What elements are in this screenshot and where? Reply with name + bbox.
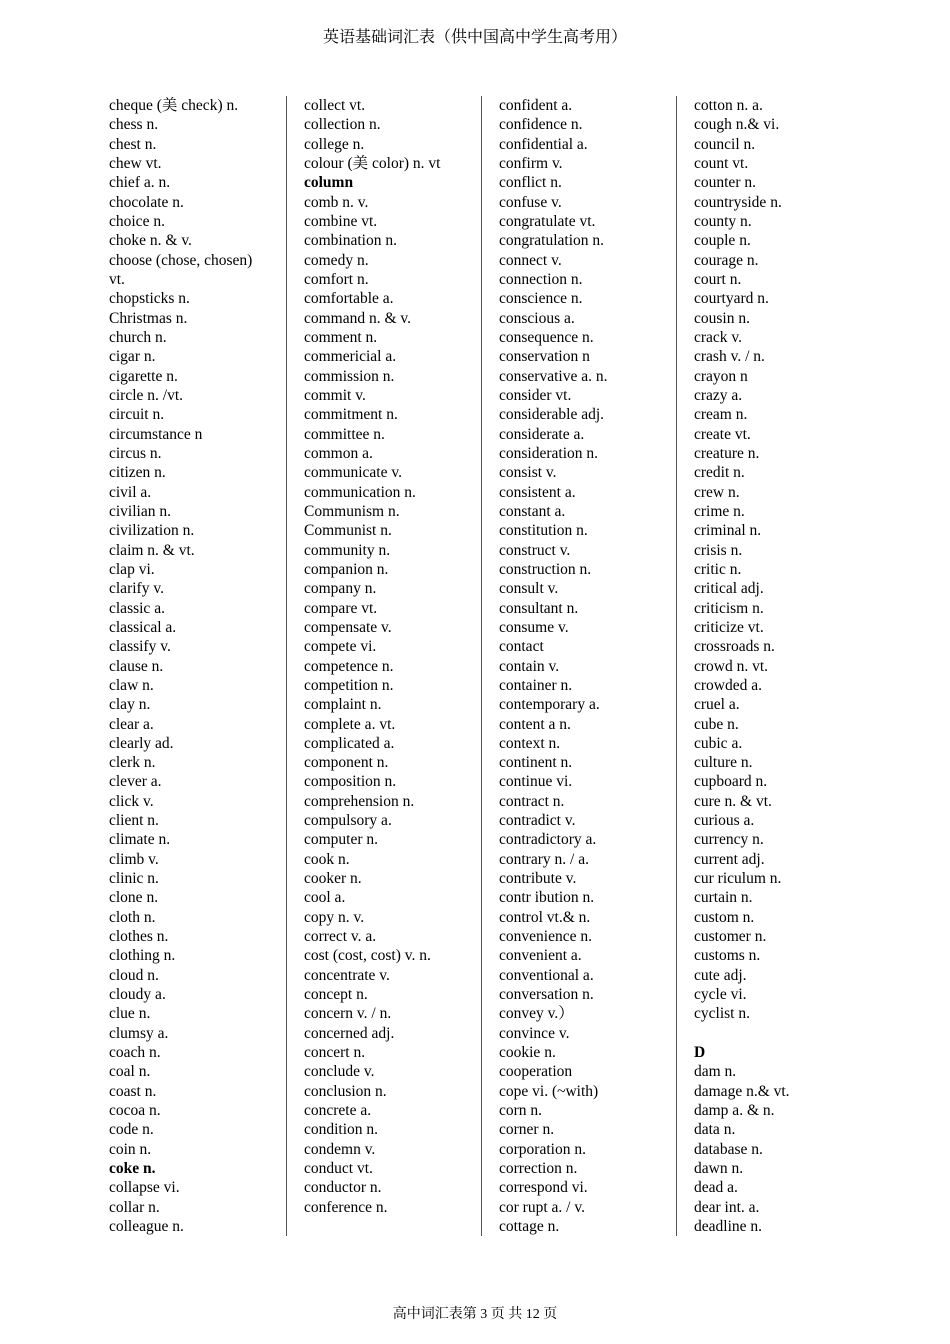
vocab-entry: circuit n.: [109, 406, 165, 424]
vocab-entry: choose (chose, chosen): [109, 251, 253, 269]
vocab-entry: confident a.: [499, 97, 573, 114]
vocab-entry: consequence n.: [499, 328, 594, 346]
vocab-entry: collar n.: [109, 1198, 160, 1216]
vocab-entry: clever a.: [109, 773, 162, 791]
vocab-entry: cloth n.: [109, 908, 156, 926]
vocab-entry: culture n.: [694, 754, 753, 772]
vocab-entry: climb v.: [109, 850, 159, 868]
vocab-entry: conversation n.: [499, 986, 594, 1004]
vocab-entry: code n.: [109, 1121, 154, 1139]
vocab-entry: corn n.: [499, 1102, 543, 1120]
vocab-entry: customer n.: [694, 928, 767, 946]
vocab-entry: comedy n.: [304, 251, 369, 269]
vocab-entry: critical adj.: [694, 580, 764, 598]
vocab-entry: cocoa n.: [109, 1102, 161, 1120]
vocab-entry: cupboard n.: [694, 773, 768, 791]
vocab-column-2: [304, 96, 476, 1217]
vocab-entry: currency n.: [694, 831, 764, 849]
vocab-entry: vt.: [109, 270, 125, 288]
vocab-entry: cycle vi.: [694, 986, 747, 1004]
vocab-entry: curtain n.: [694, 889, 753, 907]
vocab-entry: contradict v.: [499, 812, 576, 830]
vocab-entry: courage n.: [694, 251, 759, 269]
vocab-entry: colour (美 color) n. vt: [304, 154, 441, 172]
vocab-entry: confidential a.: [499, 135, 588, 153]
vocab-entry: circle n. /vt.: [109, 386, 184, 404]
vocab-entry: convey v.）: [499, 1005, 574, 1023]
vocab-entry: consider vt.: [499, 386, 572, 404]
vocab-entry: conductor n.: [304, 1179, 382, 1197]
vocab-entry: council n.: [694, 135, 756, 153]
vocab-entry: convenient a.: [499, 947, 582, 965]
vocab-entry: cottage n.: [499, 1218, 560, 1236]
vocab-entry: claw n.: [109, 676, 154, 694]
vocab-entry: dear int. a.: [694, 1198, 760, 1216]
vocab-entry: crowded a.: [694, 676, 762, 694]
vocab-entry: cheque (美 check) n.: [109, 97, 239, 114]
vocab-entry: creature n.: [694, 444, 760, 462]
vocab-entry: Communism n.: [304, 502, 400, 520]
vocab-entry: current adj.: [694, 850, 765, 868]
vocab-entry: deadline n.: [694, 1218, 763, 1236]
vocab-entry: curious a.: [694, 812, 755, 830]
vocab-entry: convenience n.: [499, 928, 592, 946]
vocab-entry: condition n.: [304, 1121, 379, 1139]
vocab-entry: cough n.& vi.: [694, 116, 780, 134]
column-divider: [676, 96, 677, 1236]
vocab-entry: connect v.: [499, 251, 562, 269]
vocab-entry: consist v.: [499, 464, 557, 482]
vocab-entry: database n.: [694, 1140, 763, 1158]
vocab-entry: content a n.: [499, 715, 571, 733]
vocab-entry: cookie n.: [499, 1044, 556, 1062]
vocab-entry: compare vt.: [304, 599, 378, 617]
vocab-entry: cream n.: [694, 406, 748, 424]
vocab-entry: cute adj.: [694, 966, 747, 984]
vocab-entry: context n.: [499, 734, 561, 752]
vocab-entry: clothing n.: [109, 947, 176, 965]
vocab-entry: cook n.: [304, 850, 350, 868]
vocab-entry: circumstance n: [109, 425, 203, 443]
vocab-entry: chopsticks n.: [109, 290, 190, 308]
vocab-entry: conclude v.: [304, 1063, 375, 1081]
vocab-entry: classical a.: [109, 618, 177, 636]
vocab-entry: crazy a.: [694, 386, 743, 404]
vocab-entry: cor rupt a. / v.: [499, 1198, 585, 1216]
vocab-entry: comfort n.: [304, 270, 369, 288]
vocab-entry: common a.: [304, 444, 373, 462]
vocab-entry: dam n.: [694, 1063, 737, 1081]
vocab-entry: cube n.: [694, 715, 739, 733]
vocab-entry: correspond vi.: [499, 1179, 588, 1197]
vocab-entry: computer n.: [304, 831, 379, 849]
vocab-entry: confirm v.: [499, 154, 563, 172]
vocab-entry: combine vt.: [304, 212, 378, 230]
vocab-entry: Communist n.: [304, 522, 392, 540]
vocab-entry: concert n.: [304, 1044, 366, 1062]
vocab-entry: clinic n.: [109, 870, 159, 888]
vocab-entry: counter n.: [694, 174, 756, 192]
vocab-entry: criticize vt.: [694, 618, 764, 636]
vocab-entry: comfortable a.: [304, 290, 394, 308]
vocab-entry: correction n.: [499, 1160, 578, 1178]
vocab-entry: community n.: [304, 541, 391, 559]
vocab-entry: considerate a.: [499, 425, 585, 443]
vocab-entry: cousin n.: [694, 309, 750, 327]
vocab-entry: cyclist n.: [694, 1005, 750, 1023]
vocab-entry: cruel a.: [694, 696, 740, 714]
vocab-entry: classic a.: [109, 599, 165, 617]
vocab-entry: data n.: [694, 1121, 736, 1139]
vocab-entry: critic n.: [694, 560, 742, 578]
vocab-entry: constant a.: [499, 502, 566, 520]
vocab-entry: company n.: [304, 580, 377, 598]
vocab-entry: clue n.: [109, 1005, 151, 1023]
vocab-entry: concentrate v.: [304, 966, 390, 984]
page-footer: 高中词汇表第 3 页 共 12 页: [392, 1307, 558, 1322]
vocab-entry: couple n.: [694, 232, 751, 250]
vocab-entry: comprehension n.: [304, 792, 415, 810]
vocab-entry-heading: column: [304, 174, 354, 192]
vocab-entry: container n.: [499, 676, 573, 694]
vocab-entry: conscious a.: [499, 309, 575, 327]
vocab-entry: climate n.: [109, 831, 171, 849]
vocab-entry: component n.: [304, 754, 389, 772]
vocab-entry: damage n.& vt.: [694, 1082, 790, 1100]
vocab-entry: consult v.: [499, 580, 559, 598]
vocab-entry: cigarette n.: [109, 367, 178, 385]
vocab-entry: cost (cost, cost) v. n.: [304, 947, 431, 965]
vocab-entry: congratulate vt.: [499, 212, 596, 230]
vocab-entry: cooperation: [499, 1063, 573, 1081]
vocab-entry: click v.: [109, 792, 154, 810]
vocab-entry: combination n.: [304, 232, 397, 250]
vocab-entry: commitment n.: [304, 406, 398, 424]
vocab-entry: conclusion n.: [304, 1082, 387, 1100]
vocab-entry: complete a. vt.: [304, 715, 396, 733]
vocab-entry: damp a. & n.: [694, 1102, 775, 1120]
vocab-entry: clarify v.: [109, 580, 164, 598]
vocab-column-3: [499, 96, 671, 1236]
vocab-entry: compulsory a.: [304, 812, 392, 830]
vocab-entry: count vt.: [694, 154, 749, 172]
vocab-entry: civilization n.: [109, 522, 195, 540]
vocab-entry: church n.: [109, 328, 167, 346]
vocab-entry: cool a.: [304, 889, 346, 907]
vocab-entry: chess n.: [109, 116, 159, 134]
vocab-entry: composition n.: [304, 773, 397, 791]
vocab-entry: connection n.: [499, 270, 583, 288]
vocab-entry: cloudy a.: [109, 986, 166, 1004]
vocab-entry: chocolate n.: [109, 193, 184, 211]
vocab-entry: competence n.: [304, 657, 394, 675]
vocab-entry: civil a.: [109, 483, 152, 501]
vocab-entry: conservative a. n.: [499, 367, 608, 385]
column-divider: [286, 96, 287, 1236]
vocab-entry: condemn v.: [304, 1140, 376, 1158]
vocab-entry: collection n.: [304, 116, 381, 134]
vocab-entry: Christmas n.: [109, 309, 188, 327]
vocab-entry: contrary n. / a.: [499, 850, 589, 868]
vocab-entry: confidence n.: [499, 116, 583, 134]
vocab-entry: dead a.: [694, 1179, 738, 1197]
vocab-entry: chew vt.: [109, 154, 162, 172]
vocab-entry: cigar n.: [109, 348, 156, 366]
vocab-entry: contribute v.: [499, 870, 577, 888]
vocab-entry: coin n.: [109, 1140, 152, 1158]
vocab-entry-heading: coke n.: [109, 1160, 156, 1178]
page-header: 英语基础词汇表（供中国高中学生高考用）: [322, 29, 627, 46]
vocab-entry: clay n.: [109, 696, 151, 714]
vocab-entry: comment n.: [304, 328, 378, 346]
vocab-entry: comb n. v.: [304, 193, 369, 211]
vocab-entry: communication n.: [304, 483, 416, 501]
vocab-entry-heading: D: [694, 1044, 706, 1062]
vocab-entry: compete vi.: [304, 638, 377, 656]
vocab-entry: congratulation n.: [499, 232, 605, 250]
vocab-entry: contradictory a.: [499, 831, 597, 849]
vocab-entry: commission n.: [304, 367, 395, 385]
vocab-entry: consultant n.: [499, 599, 579, 617]
vocab-entry: confuse v.: [499, 193, 562, 211]
vocab-entry: countryside n.: [694, 193, 782, 211]
vocab-entry: copy n. v.: [304, 908, 365, 926]
vocab-entry: corner n.: [499, 1121, 555, 1139]
vocab-entry: chief a. n.: [109, 174, 171, 192]
vocab-entry: contemporary a.: [499, 696, 600, 714]
vocab-entry: cope vi. (~with): [499, 1082, 599, 1100]
vocab-entry: courtyard n.: [694, 290, 769, 308]
vocab-entry: crew n.: [694, 483, 740, 501]
vocab-entry: clothes n.: [109, 928, 169, 946]
vocab-column-1: [109, 96, 281, 1236]
vocab-entry: conflict n.: [499, 174, 562, 192]
vocab-entry: control vt.& n.: [499, 908, 591, 926]
vocab-entry: credit n.: [694, 464, 745, 482]
vocab-entry: crowd n. vt.: [694, 657, 769, 675]
vocab-entry: continue vi.: [499, 773, 573, 791]
vocab-entry: constitution n.: [499, 522, 588, 540]
vocab-entry: classify v.: [109, 638, 171, 656]
vocab-entry: crack v.: [694, 328, 743, 346]
vocab-entry: competition n.: [304, 676, 394, 694]
vocab-entry: criticism n.: [694, 599, 764, 617]
vocab-entry: conscience n.: [499, 290, 583, 308]
vocab-entry: concept n.: [304, 986, 368, 1004]
vocab-entry: custom n.: [694, 908, 755, 926]
vocab-entry: coast n.: [109, 1082, 157, 1100]
vocab-entry: companion n.: [304, 560, 389, 578]
vocab-entry: considerable adj.: [499, 406, 605, 424]
vocab-entry: client n.: [109, 812, 159, 830]
vocab-entry: construct v.: [499, 541, 571, 559]
vocab-entry: conference n.: [304, 1198, 388, 1216]
vocab-entry: crash v. / n.: [694, 348, 765, 366]
vocab-entry: clerk n.: [109, 754, 156, 772]
vocab-entry: conventional a.: [499, 966, 594, 984]
vocab-entry: concerned adj.: [304, 1024, 395, 1042]
vocab-entry: concern v. / n.: [304, 1005, 392, 1023]
vocab-entry: cloud n.: [109, 966, 159, 984]
vocab-entry: complaint n.: [304, 696, 382, 714]
vocab-entry: contract n.: [499, 792, 565, 810]
vocab-entry: communicate v.: [304, 464, 402, 482]
vocab-entry: criminal n.: [694, 522, 762, 540]
vocab-entry: college n.: [304, 135, 365, 153]
vocab-entry: choke n. & v.: [109, 232, 192, 250]
vocab-entry: customs n.: [694, 947, 761, 965]
vocab-entry: commericial a.: [304, 348, 397, 366]
vocab-entry: clause n.: [109, 657, 164, 675]
vocab-entry: crime n.: [694, 502, 745, 520]
vocab-entry: dawn n.: [694, 1160, 744, 1178]
vocab-entry: crisis n.: [694, 541, 743, 559]
vocab-entry: clone n.: [109, 889, 159, 907]
vocab-column-4: [694, 96, 894, 1236]
vocab-entry: contr ibution n.: [499, 889, 595, 907]
vocab-entry: complicated a.: [304, 734, 395, 752]
vocab-entry: conduct vt.: [304, 1160, 373, 1178]
vocab-entry: continent n.: [499, 754, 573, 772]
vocab-entry: committee n.: [304, 425, 385, 443]
vocab-entry: contact: [499, 638, 544, 656]
vocab-entry: court n.: [694, 270, 742, 288]
column-divider: [481, 96, 482, 1236]
vocab-entry: crayon n: [694, 367, 748, 385]
vocab-entry: colleague n.: [109, 1218, 184, 1236]
vocab-entry: clap vi.: [109, 560, 155, 578]
vocab-entry: clear a.: [109, 715, 154, 733]
vocab-entry: circus n.: [109, 444, 162, 462]
vocab-entry: clumsy a.: [109, 1024, 169, 1042]
vocab-entry: coal n.: [109, 1063, 151, 1081]
vocab-entry: clearly ad.: [109, 734, 174, 752]
vocab-entry: chest n.: [109, 135, 157, 153]
vocab-entry: create vt.: [694, 425, 751, 443]
vocab-entry: citizen n.: [109, 464, 166, 482]
vocab-entry: corporation n.: [499, 1140, 586, 1158]
vocab-entry: crossroads n.: [694, 638, 775, 656]
vocab-entry: commit v.: [304, 386, 366, 404]
vocab-entry: cure n. & vt.: [694, 792, 772, 810]
vocab-entry: correct v. a.: [304, 928, 377, 946]
vocab-entry: cubic a.: [694, 734, 743, 752]
vocab-entry: convince v.: [499, 1024, 570, 1042]
vocab-entry: [694, 1024, 894, 1043]
vocab-entry: cooker n.: [304, 870, 362, 888]
vocab-entry: contain v.: [499, 657, 560, 675]
vocab-entry: compensate v.: [304, 618, 392, 636]
vocab-entry: cotton n. a.: [694, 97, 763, 114]
vocab-entry: consistent a.: [499, 483, 576, 501]
vocab-entry: consume v.: [499, 618, 569, 636]
vocab-entry: collapse vi.: [109, 1179, 180, 1197]
vocab-entry: collect vt.: [304, 97, 366, 114]
vocab-entry: consideration n.: [499, 444, 599, 462]
vocab-entry: civilian n.: [109, 502, 171, 520]
vocab-entry: coach n.: [109, 1044, 161, 1062]
vocab-entry: concrete a.: [304, 1102, 372, 1120]
vocab-entry: choice n.: [109, 212, 165, 230]
vocab-entry: claim n. & vt.: [109, 541, 195, 559]
vocab-entry: conservation n: [499, 348, 590, 366]
vocab-entry: county n.: [694, 212, 752, 230]
vocab-entry: command n. & v.: [304, 309, 412, 327]
vocab-entry: cur riculum n.: [694, 870, 782, 888]
vocab-entry: construction n.: [499, 560, 592, 578]
